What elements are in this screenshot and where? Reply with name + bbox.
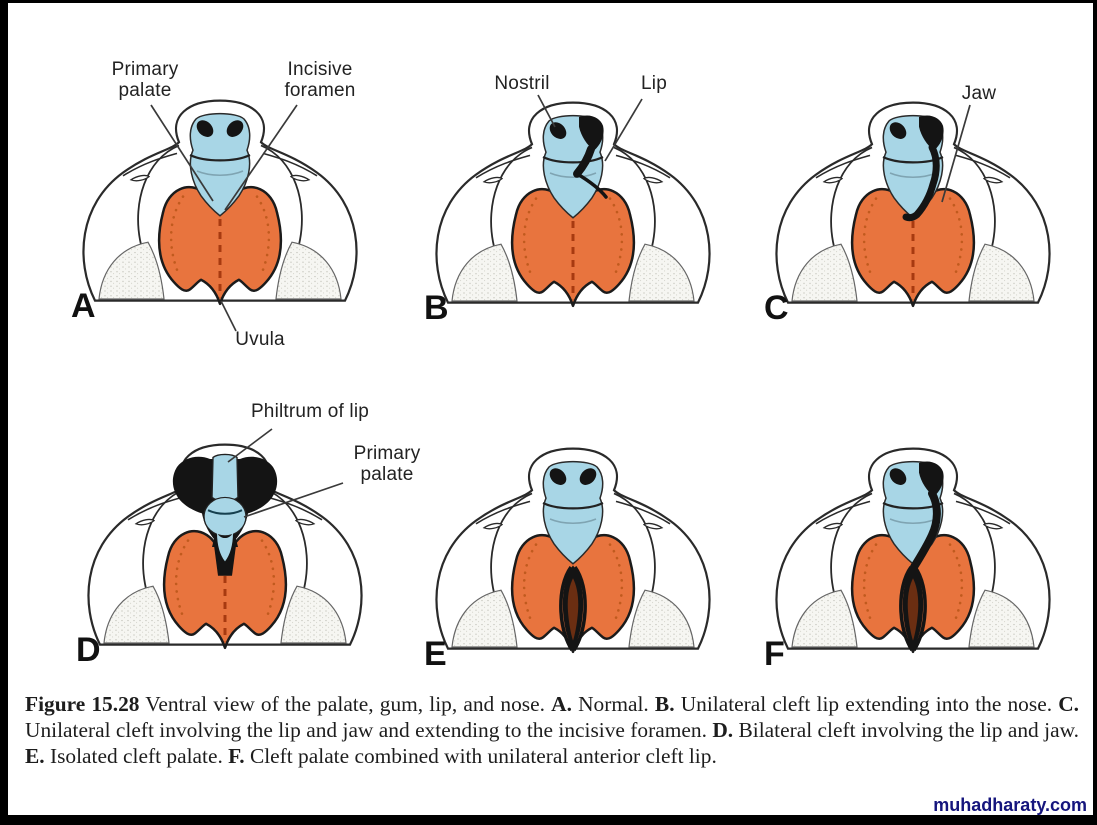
panel-letter-f: F bbox=[764, 635, 785, 673]
caption-bold-segment: B. bbox=[654, 692, 675, 716]
caption-bold-segment: A. bbox=[551, 692, 572, 716]
caption-segment: Unilateral cleft involving the lip and jaw and extending to the incisive foramen. bbox=[25, 718, 713, 743]
figure-15-28 bbox=[8, 3, 1093, 815]
caption-segment: Cleft palate combined with unilateral anterior cleft lip. bbox=[244, 744, 717, 769]
panel-b-unilateral-cleft-lip bbox=[408, 45, 738, 365]
panel-letter-d: D bbox=[76, 631, 101, 669]
label-uvula: Uvula bbox=[235, 329, 285, 350]
caption-bold-segment: Figure 15.28 bbox=[25, 692, 140, 716]
panel-c-cleft-lip-jaw bbox=[748, 45, 1078, 365]
label-nostril: Nostril bbox=[494, 73, 550, 94]
caption-bold-segment: E. bbox=[25, 744, 45, 769]
palate-drawing bbox=[88, 445, 361, 648]
label-lip: Lip bbox=[641, 73, 667, 94]
label-primary-palate-d: Primary palate bbox=[353, 443, 421, 486]
caption-segment: Bilateral cleft involving the lip and jaw. bbox=[733, 718, 1079, 743]
panel-d-bilateral-cleft bbox=[60, 387, 421, 707]
caption-segment: Isolated cleft palate. bbox=[44, 744, 229, 769]
palate-drawing bbox=[776, 449, 1049, 652]
figure-caption bbox=[25, 691, 1079, 769]
caption-segment: Ventral view of the palate, gum, lip, and nose. bbox=[139, 692, 552, 716]
panel-e-isolated-cleft-palate bbox=[408, 391, 738, 711]
primary-palate-island bbox=[204, 497, 246, 535]
palate-drawing bbox=[776, 103, 1049, 306]
panel-letter-e: E bbox=[424, 635, 447, 673]
caption-bold-segment: C. bbox=[1058, 692, 1079, 716]
label-philtrum-of-lip: Philtrum of lip bbox=[250, 401, 370, 422]
label-primary-palate: Primary palate bbox=[111, 59, 179, 102]
panel-letter-c: C bbox=[764, 289, 789, 327]
panel-f-illustration bbox=[748, 391, 1078, 711]
panel-letter-a: A bbox=[71, 287, 96, 325]
panel-letter-b: B bbox=[424, 289, 449, 327]
caption-bold-segment: D. bbox=[712, 718, 734, 743]
panel-b-illustration bbox=[408, 45, 738, 365]
caption-bold-segment: F. bbox=[228, 744, 245, 769]
palate-drawing bbox=[436, 449, 709, 652]
palate-drawing bbox=[83, 101, 356, 304]
watermark-text: muhadharaty.com bbox=[933, 795, 1087, 815]
caption-segment: Unilateral cleft lip extending into the nose. bbox=[674, 692, 1059, 716]
label-leader-line bbox=[221, 301, 236, 331]
panel-a-normal bbox=[55, 43, 385, 363]
palate-drawing bbox=[436, 103, 709, 306]
panel-e-illustration bbox=[408, 391, 738, 711]
label-jaw: Jaw bbox=[961, 83, 997, 104]
panel-c-illustration bbox=[748, 45, 1078, 365]
caption-segment: Normal. bbox=[571, 692, 655, 716]
panel-f-cleft-palate-and-lip bbox=[748, 391, 1078, 711]
label-incisive-foramen: Incisive foramen bbox=[284, 59, 356, 102]
panel-d-illustration bbox=[60, 387, 390, 707]
philtrum-region bbox=[212, 454, 238, 501]
